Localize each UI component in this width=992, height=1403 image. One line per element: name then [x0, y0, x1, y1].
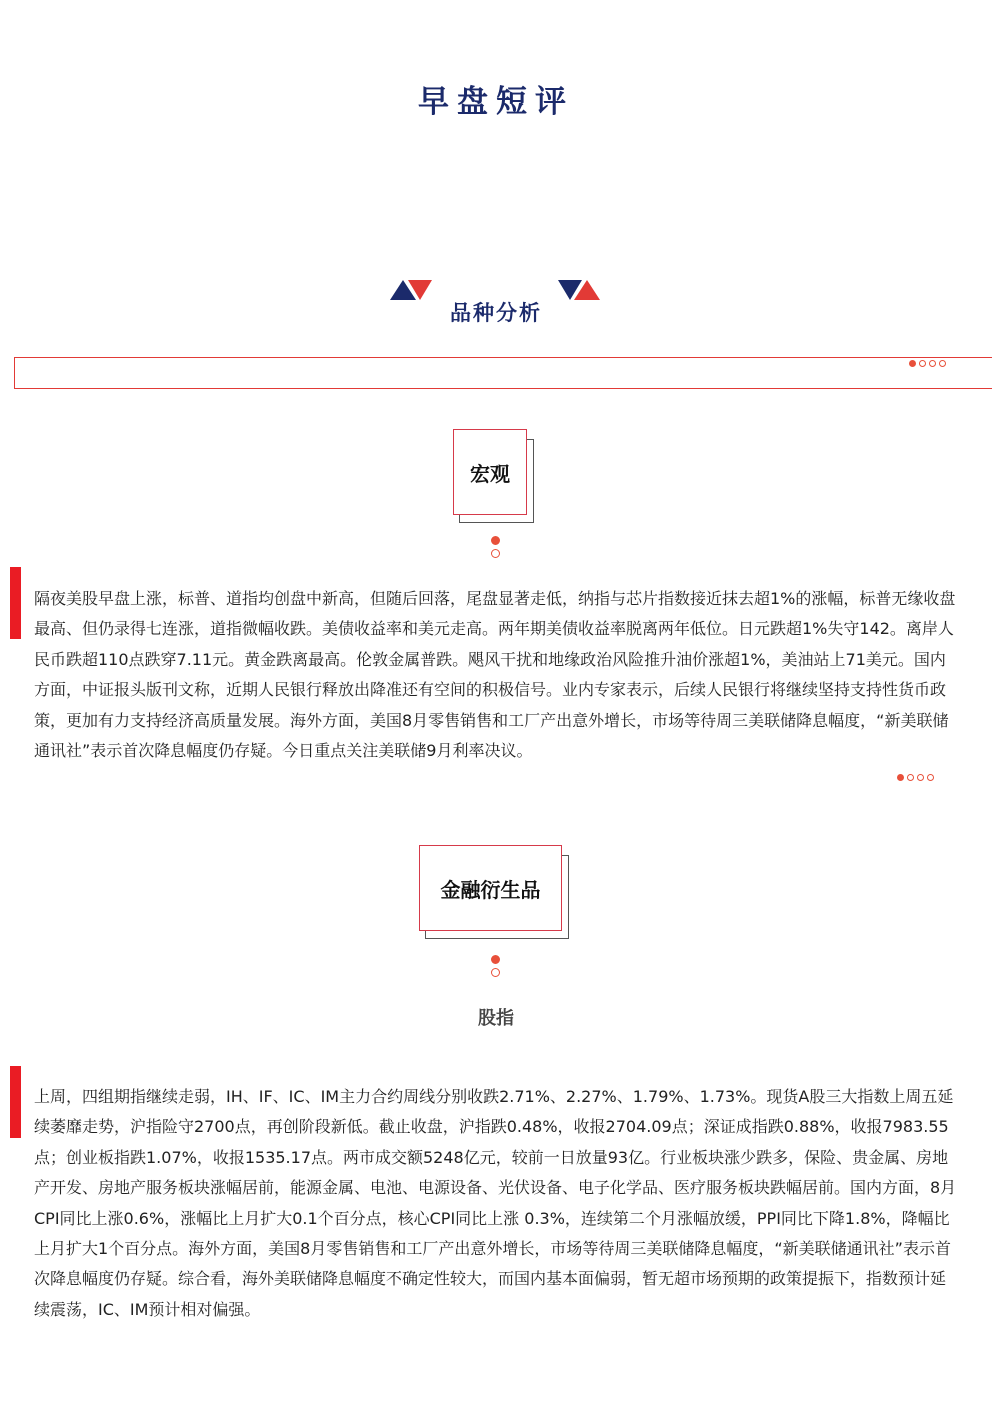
dot-outline-icon [907, 774, 914, 781]
section-title: 品种分析 [450, 301, 542, 325]
derivatives-box [419, 845, 562, 931]
dot-outline-icon [917, 774, 924, 781]
macro-accent-bar [10, 567, 21, 639]
dot-outline-icon [939, 360, 946, 367]
macro-box [453, 429, 527, 515]
dot-outline-icon [919, 360, 926, 367]
dot-filled-icon [897, 774, 904, 781]
dot-outline-icon [927, 774, 934, 781]
macro-vertical-dots-icon [491, 536, 500, 558]
macro-box-label: 宏观 [470, 461, 510, 486]
dot-outline-icon [929, 360, 936, 367]
dot-filled-icon [491, 955, 500, 964]
dot-outline-icon [491, 968, 500, 977]
derivatives-box-label: 金融衍生品 [440, 877, 541, 902]
section-divider-bar [14, 357, 992, 389]
macro-paragraph: 隔夜美股早盘上涨，标普、道指均创盘中新高，但随后回落，尾盘显著走低，纳指与芯片指数接近抹去超1%的涨幅，标普无缘收盘最高、但仍录得七连涨，道指微幅收跌。美债收益率和美元走高。两年期美债收益率脱离两年低位。日元跌超1%失守142。离岸人民币跌超110点跌穿7.11元。黄金跌离最高。伦敦金属普跌。飓风干扰和地缘政治风险推升油价涨超1%，美油站上71美元。国内方面，中证报头版刊文称，近期人民银行释放出降准还有空间的积极信号。业内专家表示，后续人民银行将继续坚持支持性货币政策，更加有力支持经济高质量发展。海外方面，美国8月零售销售和工厂产出意外增长，市场等待周三美联储降息幅度，“新美联储通讯社”表示首次降息幅度仍存疑。今日重点关注美联储9月利率决议。 [34, 589, 956, 761]
dot-filled-icon [909, 360, 916, 367]
dot-filled-icon [491, 536, 500, 545]
derivatives-paragraph: 上周，四组期指继续走弱，IH、IF、IC、IM主力合约周线分别收跌2.71%、2.27%、1.79%、1.73%。现货A股三大指数上周五延续萎靡走势，沪指险守2700点，再创阶段新低。截止收盘，沪指跌0.48%，收报2704.09点；深证成指跌0.88%，收报7983.55点；创业板指跌1.07%，收报1535.17点。两市成交额5248亿元，较前一日放量93亿。行业板块涨少跌多，保险、贵金属、房地产开发、房地产服务板块涨幅居前，能源金属、电池、电源设备、光伏设备、电子化学品、医疗服务板块跌幅居前。国内方面，8月CPI同比上涨0.6%，涨幅比上月扩大0.1个百分点，核心CPI同比上涨 0.3%，连续第二个月涨幅放缓，PPI同比下降1.8%，降幅比上月扩大1个百分点。海外方面，美国8月零售销售和工厂产出意外增长，市场等待周三美联储降息幅度，“新美联储通讯社”表示首次降息幅度仍存疑。综合看，海外美联储降息幅度不确定性较大，而国内基本面偏弱，暂无超市场预期的政策提振下，指数预计延续震荡，IC、IM预计相对偏强。 [34, 1087, 957, 1319]
derivatives-accent-bar [10, 1066, 21, 1138]
macro-end-dots-icon [897, 774, 934, 781]
section-bar-dots-icon [909, 360, 946, 367]
page-title: 早盘短评 [418, 84, 574, 120]
stock-index-heading: 股指 [478, 1008, 514, 1029]
derivatives-vertical-dots-icon [491, 955, 500, 977]
dot-outline-icon [491, 549, 500, 558]
